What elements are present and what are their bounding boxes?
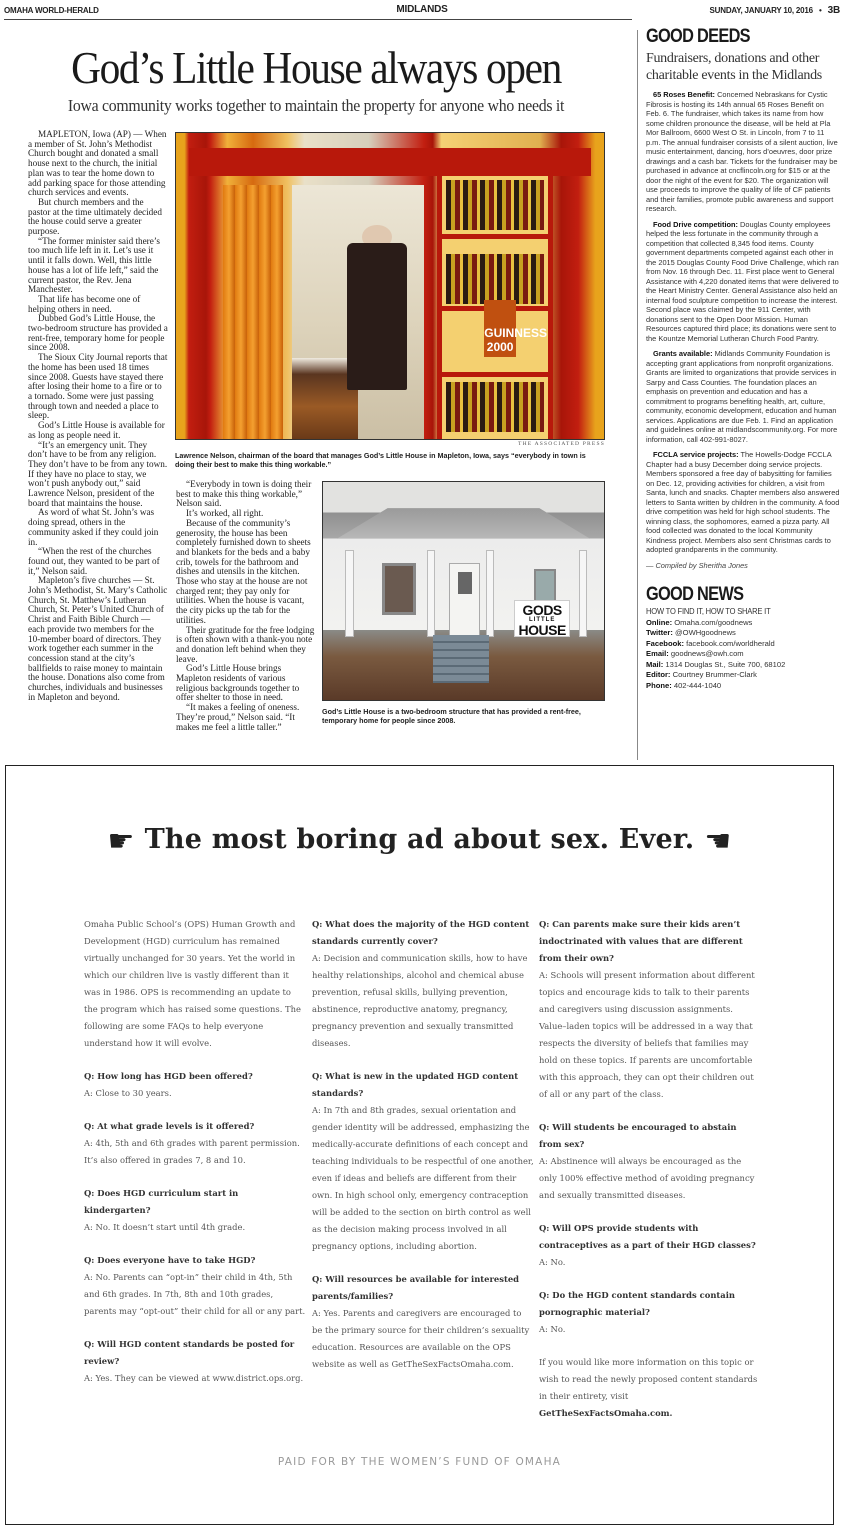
man-figure: [347, 243, 407, 390]
ad-title-row: [6, 824, 833, 859]
photo-credit: THE ASSOCIATED PRESS: [518, 441, 605, 447]
contact-value: @OWHgoodnews: [672, 628, 736, 638]
porch-post: [345, 550, 353, 637]
paragraph: It’s worked, all right.: [186, 508, 264, 519]
sign-line-1: GODS: [522, 601, 562, 618]
contact-phone: [646, 681, 840, 692]
ad-column-1: [84, 916, 306, 1387]
paragraph: Because of the community’s generosity, the house has been completely furnished down to sheets and blankets for the beds and a baby crib, towels for the bathroom and dishes and utensils in the kitchen. Those who stay at the house are not charged rent; they pay only for utilities. When the house is vacant, the city picks up the tab for the utilities.: [176, 517, 311, 625]
article-subhead: Iowa community works together to maintain the property for anyone who needs it: [67, 96, 565, 115]
ad-title: The most boring ad about sex. Ever.: [144, 824, 695, 855]
faq-answer: A: Abstinence will always be encouraged as the only 100% effective method of avoiding pregnancy and sexually transmitted diseases.: [539, 1156, 755, 1200]
paragraph: Mapleton’s five churches — St. John’s Methodist, St. Mary’s Catholic Church, St. Matthew’s Lutheran Church, St. Peter’s United Church of Christ and Faith Bible Church — each provide two members for the 10-member board of directors. They work together each summer in the concession stand at the city’s ballfields to raise money to maintain the house. Donations also come from churches, individuals and businesses in Mapleton and beyond.: [28, 575, 168, 702]
masthead-divider: [4, 19, 632, 20]
contact-label: Email:: [646, 649, 669, 659]
article-column-2: [176, 480, 316, 732]
article-headline: God’s Little House always open: [71, 43, 561, 93]
faq-question: Q: Will students be encouraged to abstain from sex?: [539, 1122, 737, 1149]
ad-outro: [539, 1354, 761, 1422]
faq-answer: A: No.: [539, 1324, 566, 1334]
item-text: Concerned Nebraskans for Cystic Fibrosis is hosting its 14th annual 65 Roses Benefit on Feb. 6. The fundraiser, which takes its name from how some children pronounce the disease, will be held at Pla Mor Ballroom, 6600 West O St. in Lincoln, from 7 to 11 p.m. The annual fundraiser consists of a silent auction, live music entertainment, dancing, hors d’oeuvres, door prize drawings and a cash bar. Tickets for the fundraiser may be purchased in advance at cncflincoln.org for $15 or at the door the night of the event for $20. The organization will use proceeds to improve the quality of life of CF patients and their families, promote public awareness and support research.: [646, 90, 838, 213]
faq-answer: A: No.: [539, 1257, 566, 1267]
faq-question: Q: Will HGD content standards be posted for review?: [84, 1339, 295, 1366]
item-text: Midlands Community Foundation is accepting grant applications from nonprofit organizations. Grants are limited to organizations that provide services in Sarpy and Cass Counties. The foundation places an emphasis on prevention and education and has a commitment to programs benefiting health, art, culture, community, economic development, education and human services. Applications are due Feb. 1. Find an application and guidelines online at midlandscommunity.org. For more information, call 402-991-8027.: [646, 349, 838, 444]
good-deed-item: [646, 220, 840, 344]
compiled-by: — Compiled by Sheritha Jones: [646, 560, 748, 570]
contact-label: Phone:: [646, 681, 672, 691]
ad-column-2: [312, 916, 534, 1373]
item-label: Grants available:: [653, 349, 713, 358]
paid-for-disclaimer: PAID FOR BY THE WOMEN’S FUND OF OMAHA: [277, 1456, 562, 1468]
faq-answer: A: In 7th and 8th grades, sexual orientation and gender identity will be addressed, emphasizing the medically-accurate definitions of each concept and teaching individuals to be respectful of one another, even if ideas and beliefs are different from their own. In high school only, emergency contraception will be added to the section on birth control as well as the decision making process involved in all pregnancy options, including abortion.: [312, 1105, 534, 1251]
contact-value: 1314 Douglas St., Suite 700, 68102: [663, 659, 786, 669]
paragraph: The Sioux City Journal reports that the home has been used 18 times since 2008. Guests have stayed there after losing their home to a fire or to a tornado. Some were just passing through town and needed a place to sleep.: [28, 352, 168, 421]
photo-lawrence-nelson-bedroom: [175, 132, 605, 440]
bullet-separator: •: [818, 6, 822, 15]
item-text: Douglas County employees helped the less fortunate in the community through a competition that collected 8,345 food items. County government departments competed against each other in the 2015 Douglas County Food Drive Challenge, which ran from Nov. 16 through Dec. 11. First place went to General Assistance with 4,220 donated items that were delivered to the Heart Ministry Center. General Assistance also held an internal food sculpture competition to increase the interest. Second place was claimed by the 911 Center, with donations sent to the Open Door Mission. Human Resources captured third place; its donations were sent to the Kountze Memorial Lutheran Church Food Pantry.: [646, 219, 839, 343]
sign-line-2: LITTLE: [529, 616, 556, 623]
faq-answer: A: 4th, 5th and 6th grades with parent permission. It’s also offered in grades 7, 8 and 10.: [84, 1138, 300, 1165]
porch-post: [579, 550, 587, 637]
faq-question: Q: Can parents make sure their kids aren’t indoctrinated with values that are different from their own?: [539, 919, 743, 963]
outro-text: If you would like more information on this topic or wish to read the newly proposed content standards in their entirety, visit: [539, 1357, 758, 1401]
paragraph: “The former minister said there’s too much life left in it. Let’s use it until it falls down. Well, this little house has a lot of life left,” said the current pastor, the Rev. Jena Manchester.: [28, 235, 160, 295]
books-row: [446, 254, 544, 304]
paragraph: That life has become one of helping others in need.: [28, 293, 141, 314]
good-deed-item: [646, 90, 840, 214]
faq-question: Q: Will resources be available for interested parents/families?: [312, 1274, 520, 1301]
photo-caption-2: God’s Little House is a two-bedroom structure that has provided a rent-free, temporary home for people since 2008.: [322, 707, 581, 725]
item-label: FCCLA service projects:: [653, 450, 739, 459]
good-deed-item: [646, 450, 840, 555]
contact-label: Twitter:: [646, 628, 673, 638]
contact-online: [646, 618, 840, 629]
contact-email: [646, 649, 840, 660]
paragraph: Their gratitude for the free lodging is often shown with a thank-you note and donation left behind when they leave.: [176, 624, 315, 664]
good-news-contacts: [646, 618, 840, 692]
porch-post: [486, 550, 494, 637]
contact-value: Omaha.com/goodnews: [672, 617, 753, 627]
pointing-hand-right-icon: ☛: [107, 824, 135, 859]
bookshelf: [437, 176, 553, 439]
contact-value: facebook.com/worldherald: [683, 638, 775, 648]
article-column-1: [28, 130, 168, 702]
paragraph: Dubbed God’s Little House, the two-bedroom structure has provided a rent-free, temporary home for people since 2008.: [28, 313, 168, 353]
faq-question: Q: At what grade levels is it offered?: [84, 1121, 255, 1131]
paper-name: OMAHA WORLD-HERALD: [4, 6, 99, 15]
contact-facebook: [646, 639, 840, 650]
faq-question: Q: Will OPS provide students with contraceptives as a part of their HGD classes?: [539, 1223, 756, 1250]
paragraph: “Everybody in town is doing their best to make this thing workable,” Nelson said.: [176, 479, 312, 509]
item-text: The Howells-Dodge FCCLA Chapter had a busy December doing service projects. Members sponsored a free day of babysitting for families on Dec. 12, providing activities for children, a visit from Santa, lunch and snacks. Chapter members also answered letters to Santa written by children in the community. A food drive competition was held for high school students. The winning class, the sophomores, earned a pizza party. All food collected was donated to the local Kommunity Kindness project. Members also sent Christmas cards to adopted grandparents in the community.: [646, 450, 840, 554]
orange-curtain: [223, 185, 283, 439]
porch-steps: [433, 635, 489, 683]
item-label: Food Drive competition:: [653, 219, 738, 229]
outro-website-link[interactable]: GetTheSexFactsOmaha.com.: [539, 1408, 673, 1418]
contact-label: Editor:: [646, 670, 671, 680]
paragraph: As word of what St. John’s was doing spread, others in the community asked if they could join in.: [28, 507, 159, 547]
faq-answer: A: No. It doesn’t start until 4th grade.: [84, 1222, 246, 1232]
paragraph: “It makes a feeling of oneness. They’re proud,” Nelson said. “It makes me feel a little taller.”: [176, 702, 300, 732]
contact-value: Courtney Brummer-Clark: [670, 670, 757, 680]
ad-intro: Omaha Public School’s (OPS) Human Growth and Development (HGD) curriculum has remained virtually unchanged for 30 years. Yet the world in which our children live is vastly different than it was in 1986. OPS is recommending an update to the program which has raised some questions. The following are some FAQs to help everyone understand how it will evolve.: [84, 919, 301, 1048]
issue-date: SUNDAY, JANUARY 10, 2016: [709, 6, 813, 15]
sign-line-3: HOUSE: [518, 621, 566, 638]
masthead: [4, 4, 840, 18]
paragraph: “When the rest of the churches found out, they wanted to be part of it,” Nelson said.: [28, 546, 160, 576]
faq-question: Q: Does HGD curriculum start in kindergarten?: [84, 1188, 239, 1215]
paragraph: MAPLETON, Iowa (AP) — When a member of St. John’s Methodist Church bought and donated a small house next to the church, the initial plan was to tear the home down to add parking space for those attending church services and events.: [28, 129, 167, 198]
porch-post: [427, 550, 435, 637]
contact-editor: [646, 670, 840, 681]
good-news-subtitle: HOW TO FIND IT, HOW TO SHARE IT: [646, 605, 771, 616]
contact-value: 402-444-1040: [671, 681, 722, 691]
faq-question: Q: What is new in the updated HGD content standards?: [312, 1071, 519, 1098]
shelf-board: [442, 372, 548, 377]
books-row: [446, 180, 544, 230]
good-deeds-title: GOOD DEEDS: [646, 26, 750, 47]
good-news-title: GOOD NEWS: [646, 583, 744, 605]
photo-gods-little-house-exterior: [322, 481, 605, 701]
paragraph: God’s Little House brings Mapleton residents of various religious backgrounds together to offer shelter to those in need.: [176, 663, 300, 703]
books-row: [446, 382, 544, 432]
faq-answer: A: Schools will present information about different topics and encourage kids to talk to their parents and caregivers using discussion assignments. Value–laden topics will be addressed in a way that respects the diversity of beliefs that families may hold on these topics. If parents are uncomfortable with this approach, they can opt their children out of all or any part of the class.: [539, 970, 755, 1099]
good-deed-item: [646, 349, 840, 444]
paragraph: But church members and the pastor at the time ultimately decided the house could serve a greater purpose.: [28, 196, 162, 237]
faq-answer: A: Yes. Parents and caregivers are encouraged to be the primary source for their children’s sexuality education. Resources are available on the OPS website as well as GetTheSexFactsOmaha.com.: [312, 1308, 530, 1369]
faq-question: Q: Does everyone have to take HGD?: [84, 1255, 256, 1265]
item-label: 65 Roses Benefit:: [653, 90, 716, 99]
ad-column-3: [539, 916, 761, 1422]
house-window: [382, 563, 416, 615]
faq-answer: A: Decision and communication skills, how to have healthy relationships, alcohol and chemical abuse prevention, refusal skills, bullying prevention, abstinence, reproductive anatomy, pregnancy, pregnancy prevention and sexually transmitted diseases.: [312, 953, 528, 1048]
good-deeds-deck: Fundraisers, donations and other charitable events in the Midlands: [646, 51, 822, 83]
faq-question: Q: What does the majority of the HGD content standards currently cover?: [312, 919, 530, 946]
hgd-advertisement: [5, 765, 834, 1525]
faq-question: Q: Do the HGD content standards contain pornographic material?: [539, 1290, 735, 1317]
contact-value: goodnews@owh.com: [668, 649, 744, 659]
front-door: [449, 563, 480, 637]
page-number: 3B: [827, 5, 840, 16]
date-and-page: [710, 5, 840, 16]
faq-question: Q: How long has HGD been offered?: [84, 1071, 253, 1081]
gods-little-house-sign: [514, 600, 570, 637]
contact-label: Facebook:: [646, 638, 684, 648]
good-deeds-sidebar: [646, 26, 840, 692]
photo-caption-1: Lawrence Nelson, chairman of the board that manages God’s Little House in Mapleton, Iowa, says “everybody in town is doing their best to make this thing workable.”: [175, 451, 586, 469]
paragraph: God’s Little House is available for as long as people need it.: [28, 420, 165, 440]
contact-mail: [646, 660, 840, 671]
shelf-board: [442, 234, 548, 239]
contact-twitter: [646, 628, 840, 639]
contact-label: Mail:: [646, 659, 664, 669]
faq-answer: A: Close to 30 years.: [84, 1088, 172, 1098]
section-name: MIDLANDS: [396, 4, 448, 15]
pointing-hand-left-icon: ☚: [704, 824, 732, 859]
door-frame-beam: [189, 148, 591, 176]
column-divider: [637, 30, 638, 760]
faq-answer: A: No. Parents can “opt-in” their child in 4th, 5th and 6th grades. In 7th, 8th and 10th grades, parents may “opt-out” their child for all or any part.: [84, 1272, 306, 1316]
house-roof: [337, 508, 590, 539]
contact-label: Online:: [646, 617, 673, 627]
paragraph: “It’s an emergency unit. They don’t have to be from any religion. They don’t have to be from any town. If they have no place to stay, we won’t push anybody out,” said Lawrence Nelson, president of the board that maintains the house.: [28, 439, 168, 508]
faq-answer: A: Yes. They can be viewed at www.district.ops.org.: [84, 1373, 304, 1383]
guinness-book: GUINNESS 2000: [484, 300, 516, 358]
